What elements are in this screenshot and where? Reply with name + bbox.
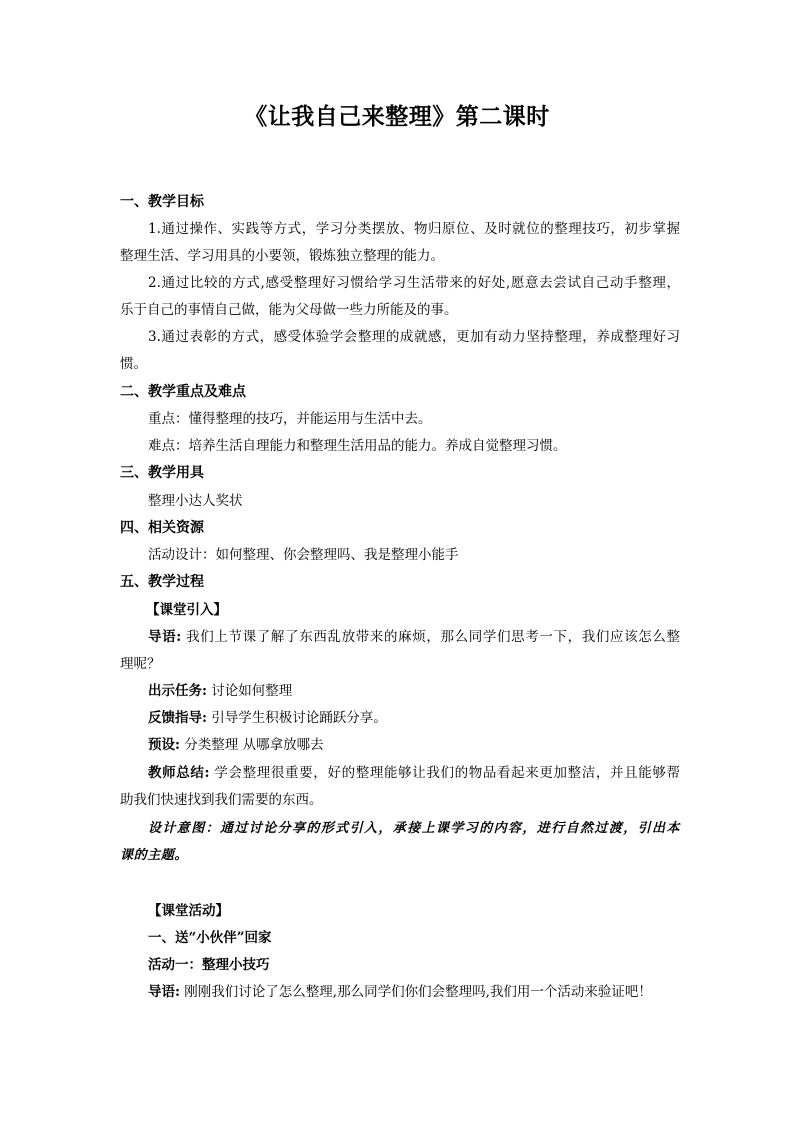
task-line [148, 681, 680, 701]
activity-heading: 【课堂活动】 [148, 903, 229, 919]
design-intent-line-2: 课的主题。 [120, 848, 189, 863]
preset-line [148, 735, 680, 755]
objective-2-line-2: 乐于自己的事情自己做，能为父母做一些力所能及的事。 [120, 302, 458, 318]
objective-3-line-2: 惯。 [120, 356, 147, 372]
objective-1-line-1: 1.通过操作、实践等方式，学习分类摆放、物归原位、及时就位的整理技巧，初步掌握 [148, 221, 680, 237]
task-text: 讨论如何整理 [206, 683, 293, 699]
activity-guide-line [148, 982, 680, 1002]
section-heading-objectives: 一、教学目标 [120, 194, 204, 210]
guide-label: 导语: [148, 629, 182, 645]
objective-1-line-2: 整理生活、学习用具的小要领，锻炼独立整理的能力。 [120, 248, 444, 264]
preset-label: 预设: [148, 737, 180, 753]
activity-subheading: 一、送“小伙伴”回家 [148, 930, 272, 946]
feedback-text: 引导学生积极讨论踊跃分享。 [206, 710, 387, 726]
section-heading-process: 五、教学过程 [120, 574, 204, 590]
guide2-text: 刚刚我们讨论了怎么整理,那么同学们你们会整理吗,我们用一个活动来验证吧！ [179, 984, 652, 1000]
intro-guide-line-2: 理呢？ [120, 656, 161, 672]
document-title: 《让我自己来整理》第二课时 [244, 103, 550, 130]
summary-text: 学会整理很重要，好的整理能够让我们的物品看起来更加整洁，并且能够帮 [209, 765, 680, 781]
summary-line-2: 助我们快速找到我们需要的东西。 [120, 792, 323, 808]
objective-3-line-1: 3.通过表彰的方式，感受体验学会整理的成就感，更加有动力坚持整理，养成整理好习 [148, 329, 680, 345]
task-label: 出示任务: [148, 683, 207, 699]
guide-text: 我们上节课了解了东西乱放带来的麻烦，那么同学们思考一下，我们应该怎么整 [181, 629, 681, 645]
intro-heading: 【课堂引入】 [146, 602, 227, 618]
summary-line-1 [148, 763, 680, 783]
guide2-label: 导语: [148, 984, 180, 1000]
feedback-label: 反馈指导: [148, 710, 207, 726]
section-heading-key-points: 二、教学重点及难点 [120, 384, 246, 400]
resources-line: 活动设计：如何整理、你会整理吗、我是整理小能手 [148, 547, 459, 563]
summary-label: 教师总结: [148, 765, 210, 781]
section-heading-materials: 三、教学用具 [120, 465, 204, 481]
key-point-line: 重点：懂得整理的技巧，并能运用与生活中去。 [148, 411, 432, 427]
feedback-line [148, 708, 680, 728]
materials-line: 整理小达人奖状 [148, 493, 243, 509]
section-heading-resources: 四、相关资源 [120, 520, 204, 536]
difficulty-line: 难点：培养生活自理能力和整理生活用品的能力。养成自觉整理习惯。 [148, 438, 567, 454]
objective-2-line-1: 2.通过比较的方式,感受整理好习惯给学习生活带来的好处,愿意去尝试自己动手整理， [148, 275, 680, 291]
intro-guide-line-1 [148, 627, 680, 647]
design-intent-line-1: 设计意图：通过讨论分享的形式引入，承接上课学习的内容，进行自然过渡，引出本 [148, 821, 680, 836]
activity-one-heading: 活动一：整理小技巧 [148, 957, 270, 973]
preset-text: 分类整理 从哪拿放哪去 [179, 737, 324, 753]
